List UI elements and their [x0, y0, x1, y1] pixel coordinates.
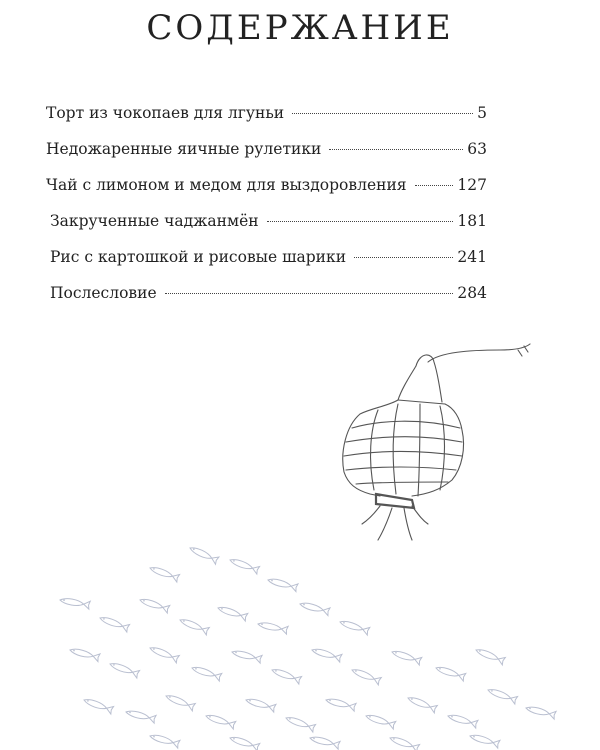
toc-entry-3[interactable] — [46, 176, 487, 204]
toc-leader-dots — [165, 293, 454, 294]
toc-entry-page: 5 — [477, 104, 487, 122]
page-title: СОДЕРЖАНИЕ — [146, 8, 454, 48]
toc-entry-page: 127 — [457, 176, 487, 194]
toc-entry-title: Послесловие — [50, 284, 157, 302]
toc-leader-dots — [329, 149, 463, 150]
toc-leader-dots — [267, 221, 454, 222]
toc-entry-page: 284 — [457, 284, 487, 302]
toc-entry-title: Недожаренные яичные рулетики — [46, 140, 322, 158]
toc-entry-title: Торт из чокопаев для лгуньи — [46, 104, 285, 122]
toc-entry-5[interactable] — [50, 248, 487, 276]
toc-entry-4[interactable] — [50, 212, 487, 240]
lantern-and-fish-illustration — [0, 320, 600, 750]
toc-entry-title: Рис с картошкой и рисовые шарики — [50, 248, 347, 266]
fish-school-drawing — [59, 544, 556, 750]
toc-leader-dots — [292, 113, 473, 114]
toc-entry-page: 63 — [467, 140, 487, 158]
toc-entry-page: 241 — [457, 248, 487, 266]
toc-leader-dots — [415, 185, 454, 186]
toc-leader-dots — [354, 257, 453, 258]
toc-entry-6[interactable] — [50, 284, 487, 312]
toc-entry-2[interactable] — [46, 140, 487, 168]
toc-entry-title: Чай с лимоном и медом для выздоровления — [46, 176, 407, 194]
lantern-drawing — [343, 344, 530, 540]
toc-entry-page: 181 — [457, 212, 487, 230]
toc-entry-title: Закрученные чаджанмён — [50, 212, 259, 230]
toc-entry-1[interactable] — [46, 104, 487, 132]
